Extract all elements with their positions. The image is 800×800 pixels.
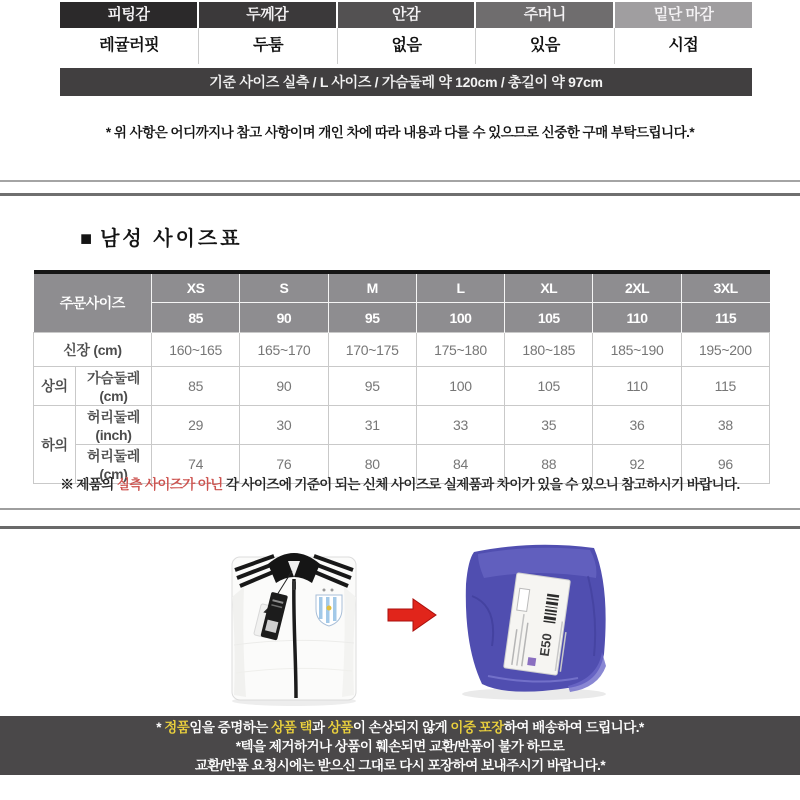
size-note-suffix: 각 사이즈에 기준이 되는 신체 사이즈로 실제품과 차이가 있을 수 있으니 참고하시기 바랍니다. [222, 477, 740, 492]
size-col-header: L [416, 272, 504, 303]
cell: 95 [328, 367, 416, 406]
notice-text: 과 [311, 720, 328, 735]
size-col-header: M [328, 272, 416, 303]
cell: 175~180 [416, 333, 504, 367]
section-title-text: 남성 사이즈표 [100, 228, 243, 250]
cell: 76 [240, 445, 328, 484]
table-row-height [34, 333, 770, 367]
size-num-header: 100 [416, 303, 504, 333]
cell: 84 [416, 445, 504, 484]
spec-table-header-row [60, 2, 752, 28]
size-num-header: 90 [240, 303, 328, 333]
spec-header-lining: 안감 [338, 2, 475, 28]
spec-value-fit: 레귤러핏 [60, 28, 198, 64]
spec-table-value-row [60, 28, 752, 64]
reference-notice-text: * 위 사항은 어디까지나 참고 사항이며 개인 차에 따라 내용과 다를 수 있으므로 신중한 구매 부탁드립니다.* [105, 125, 695, 140]
size-num-header: 110 [593, 303, 681, 333]
divider-line [0, 180, 800, 182]
group-label-top: 상의 [34, 367, 76, 406]
notice-highlight: 상품 [327, 720, 353, 735]
notice-highlight: 정품 [164, 720, 190, 735]
size-num-header: 115 [681, 303, 769, 333]
spec-header-thickness: 두께감 [199, 2, 336, 28]
spec-header-hem: 밑단 마감 [615, 2, 752, 28]
table-row-chest [34, 367, 770, 406]
mens-size-table [33, 270, 770, 484]
product-jacket-photo [222, 537, 367, 707]
notice-text: 하여 배송하여 드립니다.* [503, 720, 644, 735]
size-num-header: 105 [505, 303, 593, 333]
cell: 38 [681, 406, 769, 445]
size-note-red-emphasis: 실측 사이즈가 아닌 [116, 477, 223, 492]
shipping-notice-box [0, 716, 800, 775]
shipping-notice-line3: 교환/반품 요청시에는 받으신 그대로 다시 포장하여 보내주시기 바랍니다.* [194, 758, 606, 773]
cell: 33 [416, 406, 504, 445]
label-code-text: E50 [536, 632, 555, 658]
divider-line [0, 193, 800, 196]
cell: 92 [593, 445, 681, 484]
black-square-bullet-icon: ■ [80, 228, 93, 250]
group-label-bottom: 하의 [34, 406, 76, 484]
cell: 165~170 [240, 333, 328, 367]
spec-header-pocket: 주머니 [476, 2, 613, 28]
row-label-waist-cm: 허리둘레 (cm) [76, 445, 152, 484]
notice-text: 임을 증명하는 [189, 720, 272, 735]
cell: 74 [152, 445, 240, 484]
notice-text: 이 손상되지 않게 [352, 720, 451, 735]
divider-line [0, 508, 800, 510]
size-num-header: 95 [328, 303, 416, 333]
size-disclaimer-text [0, 473, 800, 493]
cell: 195~200 [681, 333, 769, 367]
row-label-chest: 가슴둘레 (cm) [76, 367, 152, 406]
cell: 90 [240, 367, 328, 406]
spec-table [60, 2, 752, 96]
section-title-mens-size [80, 222, 243, 251]
cell: 35 [505, 406, 593, 445]
cell: 100 [416, 367, 504, 406]
cell: 115 [681, 367, 769, 406]
spec-header-fit: 피팅감 [60, 2, 197, 28]
notice-highlight: 상품 택 [271, 720, 312, 735]
size-col-header: XS [152, 272, 240, 303]
notice-highlight: 이중 포장 [450, 720, 504, 735]
spec-value-pocket: 있음 [475, 28, 613, 64]
size-col-header: S [240, 272, 328, 303]
notice-text: * [156, 720, 165, 735]
shipping-notice-line2: *텍을 제거하거나 상품이 훼손되면 교환/반품이 불가 하므로 [235, 739, 565, 754]
cell: 110 [593, 367, 681, 406]
cell: 96 [681, 445, 769, 484]
cell: 160~165 [152, 333, 240, 367]
measured-size-summary-bar: 기준 사이즈 실측 / L 사이즈 / 가슴둘레 약 120cm / 총길이 약 97cm [60, 68, 752, 96]
cell: 36 [593, 406, 681, 445]
cell: 85 [152, 367, 240, 406]
cell: 185~190 [593, 333, 681, 367]
arrow-right-icon [387, 596, 437, 634]
cell: 29 [152, 406, 240, 445]
cell: 105 [505, 367, 593, 406]
cell: 80 [328, 445, 416, 484]
row-label-height: 신장 (cm) [34, 333, 152, 367]
spec-value-hem: 시접 [614, 28, 752, 64]
packaging-photo-strip [0, 533, 800, 713]
package-bag-photo [448, 536, 616, 702]
spec-value-thickness: 두툼 [198, 28, 336, 64]
cell: 88 [505, 445, 593, 484]
size-num-header: 85 [152, 303, 240, 333]
size-col-header: 2XL [593, 272, 681, 303]
divider-line [0, 526, 800, 529]
table-row-waist-inch [34, 406, 770, 445]
cell: 180~185 [505, 333, 593, 367]
size-note-prefix: ※ 제품의 [60, 477, 117, 492]
size-col-header: 3XL [681, 272, 769, 303]
spec-value-lining: 없음 [337, 28, 475, 64]
size-col-header: XL [505, 272, 593, 303]
cell: 30 [240, 406, 328, 445]
cell: 31 [328, 406, 416, 445]
shipping-notice-line1 [0, 718, 800, 737]
cell: 170~175 [328, 333, 416, 367]
row-label-waist-inch: 허리둘레 (inch) [76, 406, 152, 445]
size-table-corner-cell: 주문사이즈 [34, 272, 152, 333]
